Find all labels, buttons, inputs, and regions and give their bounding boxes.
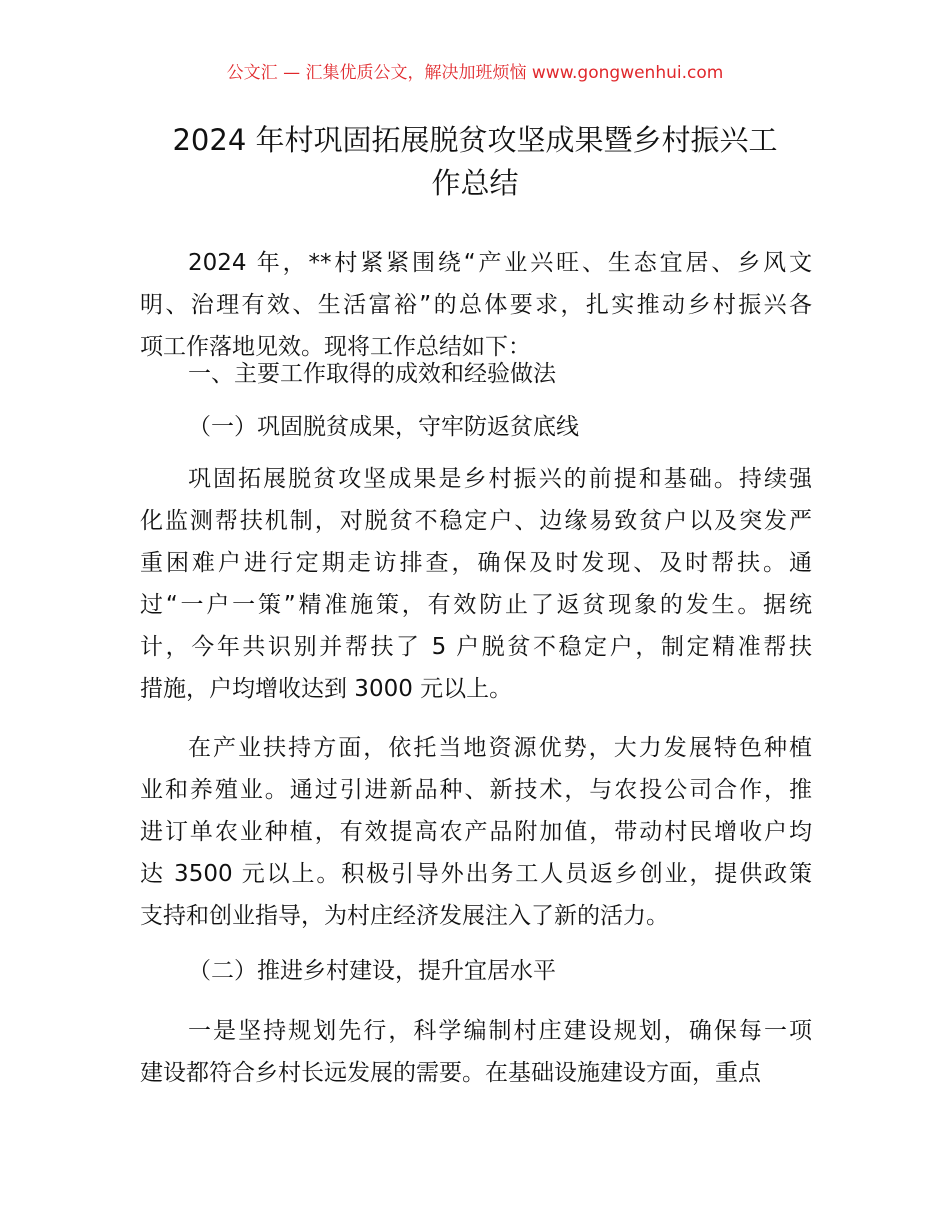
paragraph-line: 计，今年共识别并帮扶了 5 户脱贫不稳定户，制定精准帮扶: [140, 634, 812, 660]
paragraph-line: 化监测帮扶机制，对脱贫不稳定户、边缘易致贫户以及突发严: [140, 508, 812, 534]
section-heading: 一、主要工作取得的成效和经验做法: [188, 361, 556, 387]
paragraph-line: 措施，户均增收达到 3000 元以上。: [140, 676, 513, 702]
paragraph-line: 巩固拓展脱贫攻坚成果是乡村振兴的前提和基础。持续强: [188, 466, 812, 492]
section-heading: （一）巩固脱贫成果，守牢防返贫底线: [188, 414, 579, 440]
watermark-banner: 公文汇 — 汇集优质公文，解决加班烦恼 www.gongwenhui.com: [226, 63, 724, 83]
paragraph-line: 项工作落地见效。现将工作总结如下：: [140, 334, 531, 360]
paragraph-line: 建设都符合乡村长远发展的需要。在基础设施建设方面，重点: [140, 1060, 761, 1086]
paragraph-line: 进订单农业种植，有效提高农产品附加值，带动村民增收户均: [140, 819, 812, 845]
paragraph-line: 支持和创业指导，为村庄经济发展注入了新的活力。: [140, 903, 669, 929]
paragraph-line: 重困难户进行定期走访排查，确保及时发现、及时帮扶。通: [140, 550, 812, 576]
paragraph-line: 2024 年，**村紧紧围绕“产业兴旺、生态宜居、乡风文: [188, 250, 812, 276]
document-title-line-2: 作总结: [431, 166, 519, 200]
paragraph-line: 达 3500 元以上。积极引导外出务工人员返乡创业，提供政策: [140, 861, 812, 887]
section-heading: （二）推进乡村建设，提升宜居水平: [188, 958, 556, 984]
document-title-line-1: 2024 年村巩固拓展脱贫攻坚成果暨乡村振兴工: [172, 123, 778, 157]
paragraph-line: 在产业扶持方面，依托当地资源优势，大力发展特色种植: [188, 735, 812, 761]
paragraph-line: 过“一户一策”精准施策，有效防止了返贫现象的发生。据统: [140, 592, 812, 618]
paragraph-line: 明、治理有效、生活富裕”的总体要求，扎实推动乡村振兴各: [140, 292, 812, 318]
paragraph-line: 业和养殖业。通过引进新品种、新技术，与农投公司合作，推: [140, 777, 812, 803]
paragraph-line: 一是坚持规划先行，科学编制村庄建设规划，确保每一项: [188, 1018, 812, 1044]
